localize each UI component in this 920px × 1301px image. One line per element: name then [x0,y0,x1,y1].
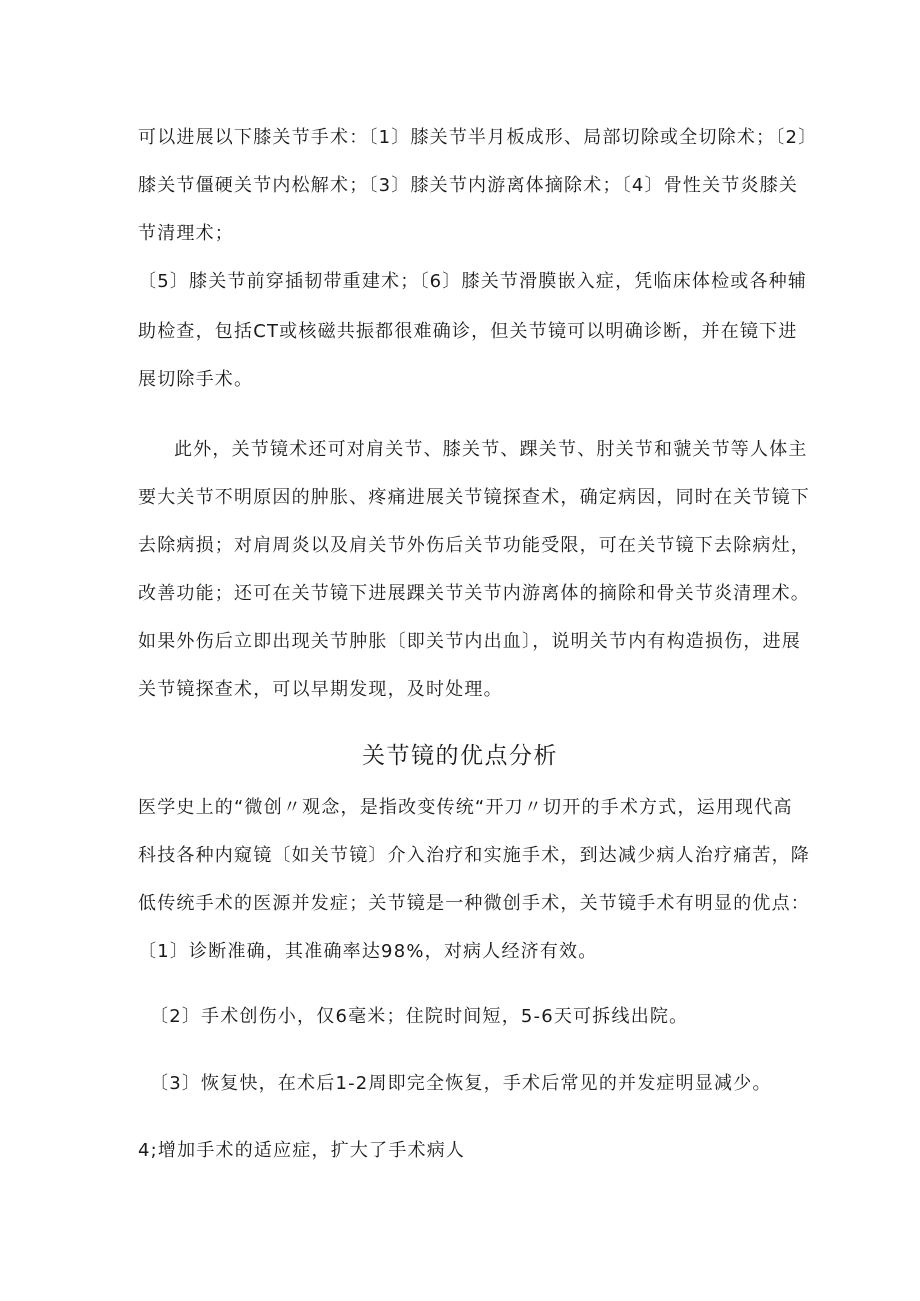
paragraph-line: 去除病损；对肩周炎以及肩关节外伤后关节功能受限，可在关节镜下去除病灶， [138,535,810,556]
paragraph-line: 膝关节僵硬关节内松解术；〔3〕膝关节内游离体摘除术；〔4〕骨性关节炎膝关 [138,175,799,196]
paragraph-line: 如果外伤后立即出现关节肿胀〔即关节内出血〕，说明关节内有构造损伤，进展 [138,631,801,652]
paragraph-line: 可以进展以下膝关节手术：〔1〕膝关节半月板成形、局部切除或全切除术；〔2〕 [138,127,818,148]
paragraph-line: 此外，关节镜术还可对肩关节、膝关节、踝关节、肘关节和虢关节等人体主 [174,439,808,460]
paragraph-line: 改善功能；还可在关节镜下进展踝关节关节内游离体的摘除和骨关节炎清理术。 [138,583,810,604]
paragraph-line: 展切除手术。 [138,369,254,390]
list-item: 〔3〕恢复快，在术后1-2周即完全恢复，手术后常见的并发症明显减少。 [150,1073,772,1094]
list-item: 〔2〕手术创伤小，仅6毫米；住院时间短，5-6天可拆线出院。 [150,1006,689,1027]
list-item: 4;增加手术的适应症，扩大了手术病人 [138,1140,466,1161]
paragraph-line: 科技各种内窥镜〔如关节镜〕介入治疗和实施手术，到达减少病人治疗痛苦，降 [138,845,810,866]
paragraph-line: 〔1〕诊断准确，其准确率达98%，对病人经济有效。 [138,941,598,962]
paragraph-line: 〔5〕膝关节前穿插韧带重建术；〔6〕膝关节滑膜嵌入症，凭临床体检或各种辅 [138,271,808,292]
paragraph-line: 节清理术； [138,223,234,244]
paragraph-line: 关节镜探查术，可以早期发现，及时处理。 [138,679,503,700]
section-heading: 关节镜的优点分析 [362,743,558,769]
paragraph-line: 要大关节不明原因的肿胀、疼痛进展关节镜探查术，确定病因，同时在关节镜下 [138,487,810,508]
paragraph-line: 医学史上的“微创〃观念，是指改变传统“开刀〃切开的手术方式，运用现代高 [138,797,793,818]
paragraph-line: 助检查，包括CT或核磁共振都很难确诊，但关节镜可以明确诊断，并在镜下进 [138,321,798,342]
paragraph-line: 低传统手术的医源并发症；关节镜是一种微创手术，关节镜手术有明显的优点： [138,893,810,914]
